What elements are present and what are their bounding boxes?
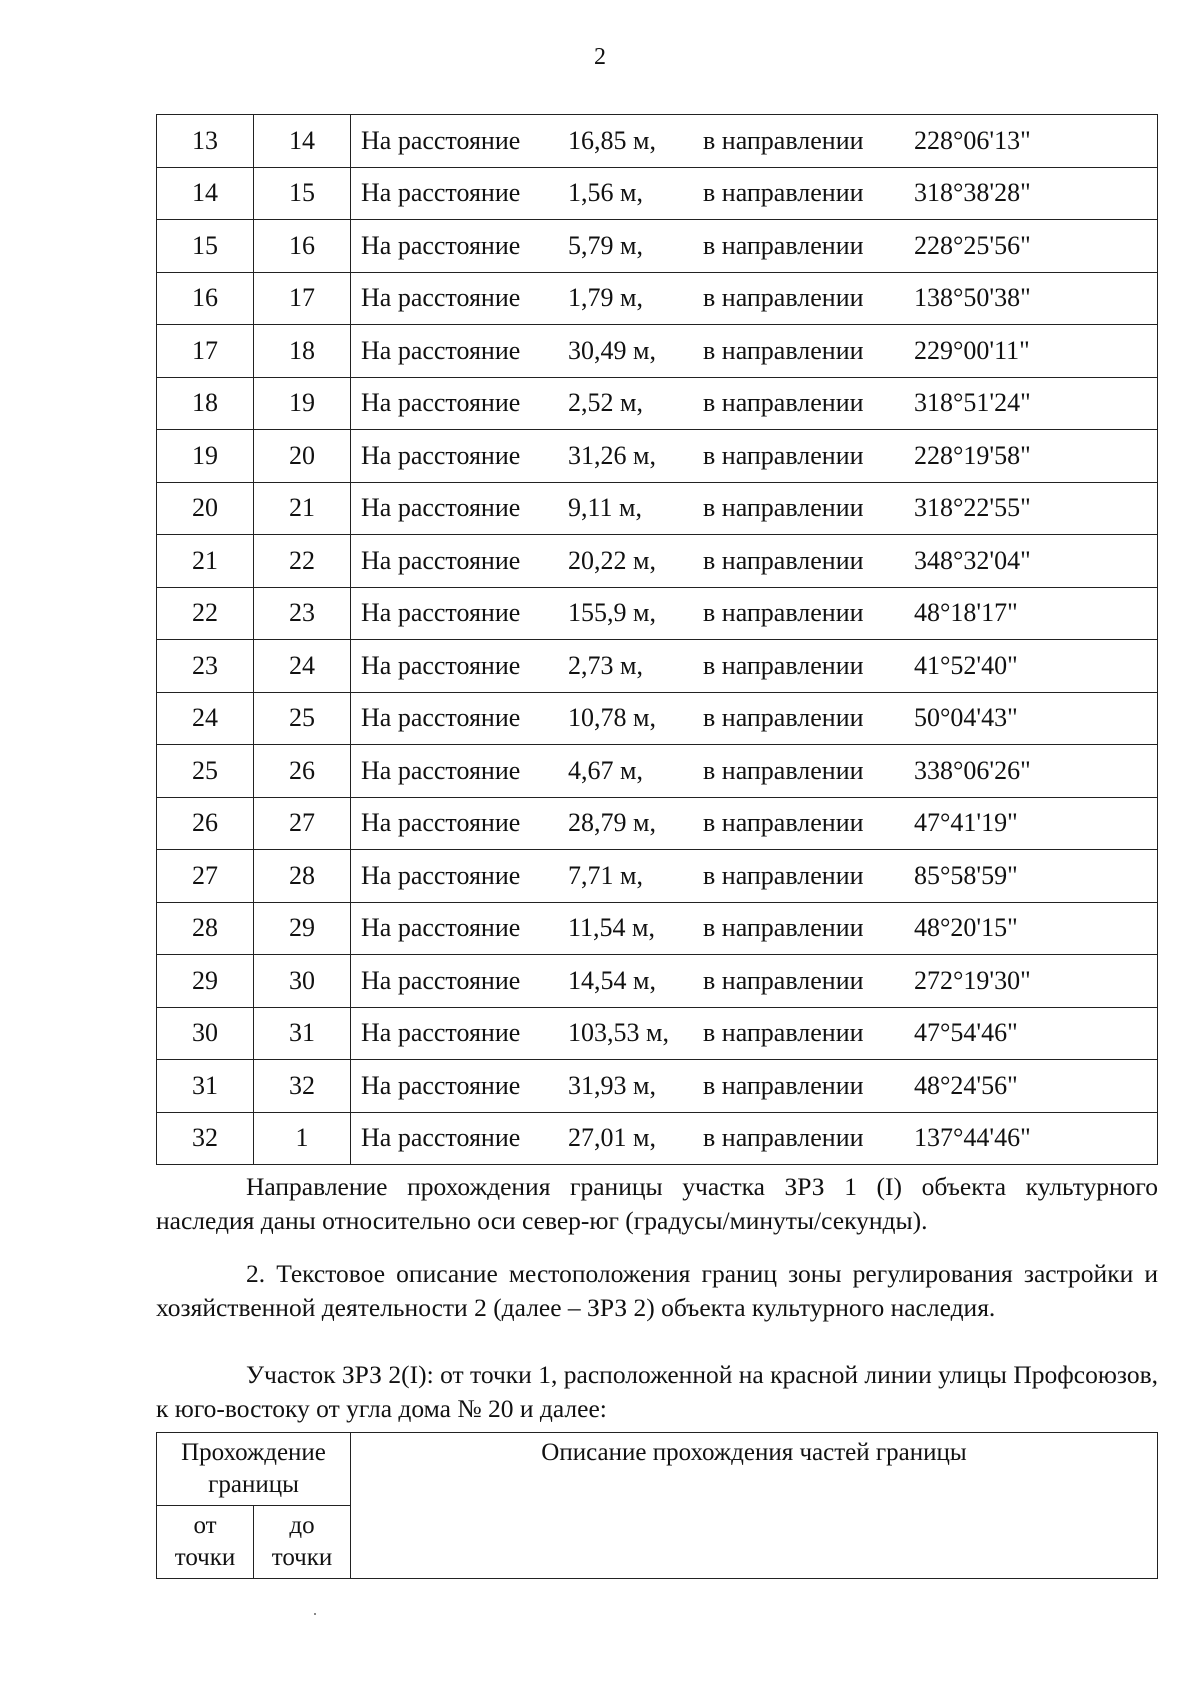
distance-value: 2,52 м, [568,388,643,418]
direction-label: в направлении [703,335,864,365]
segment-description [351,482,1158,535]
to-point-header: до точки [254,1506,351,1579]
segment-description [351,692,1158,745]
from-point: 13 [157,115,254,168]
distance-label: На расстояние [361,860,521,890]
direction-angle: 85°58'59" [914,860,1018,890]
from-point: 19 [157,430,254,483]
to-point: 16 [254,220,351,273]
distance-label: На расстояние [361,440,521,470]
from-point: 21 [157,535,254,588]
boundary-table-body [157,115,1158,1165]
distance-label: На расстояние [361,335,521,365]
distance-label: На расстояние [361,125,521,155]
direction-label: в направлении [703,1123,864,1153]
distance-value: 4,67 м, [568,755,643,785]
to-point: 1 [254,1112,351,1165]
direction-label: в направлении [703,755,864,785]
distance-value: 10,78 м, [568,703,656,733]
direction-label: в направлении [703,230,864,260]
section2-subsection: Участок ЗРЗ 2(I): от точки 1, расположенной на красной линии улицы Профсоюзов, к юго-востоку от угла дома № 20 и далее: [156,1360,1158,1423]
from-point: 30 [157,1007,254,1060]
to-point: 23 [254,587,351,640]
from-point-header: от точки [157,1506,254,1579]
table-row [157,115,1158,168]
table-row [157,1112,1158,1165]
direction-label: в направлении [703,965,864,995]
to-point: 26 [254,745,351,798]
segment-description [351,745,1158,798]
boundary-table-2-header [156,1432,1158,1579]
to-point: 31 [254,1007,351,1060]
from-point: 31 [157,1060,254,1113]
direction-angle: 318°22'55" [914,493,1031,523]
segment-description [351,325,1158,378]
from-point: 23 [157,640,254,693]
passage-header: Прохождение границы [157,1433,351,1506]
distance-label: На расстояние [361,1018,521,1048]
direction-angle: 50°04'43" [914,703,1018,733]
boundary-table [156,114,1158,1165]
direction-label: в направлении [703,598,864,628]
direction-note-line2: наследия даны относительно оси север-юг (градусы/минуты/секунды). [156,1206,928,1235]
direction-label: в направлении [703,1070,864,1100]
from-point: 18 [157,377,254,430]
direction-angle: 47°41'19" [914,808,1018,838]
segment-description [351,797,1158,850]
direction-angle: 338°06'26" [914,755,1031,785]
segment-description [351,430,1158,483]
direction-angle: 318°51'24" [914,388,1031,418]
distance-label: На расстояние [361,1123,521,1153]
from-point: 14 [157,167,254,220]
segment-description [351,115,1158,168]
to-point: 27 [254,797,351,850]
distance-label: На расстояние [361,178,521,208]
direction-label: в направлении [703,440,864,470]
from-point: 17 [157,325,254,378]
table-row [157,272,1158,325]
table-row [157,430,1158,483]
distance-label: На расстояние [361,493,521,523]
direction-angle: 48°18'17" [914,598,1018,628]
distance-label: На расстояние [361,283,521,313]
direction-angle: 41°52'40" [914,650,1018,680]
distance-value: 11,54 м, [568,913,655,943]
table-row [157,1060,1158,1113]
to-point: 25 [254,692,351,745]
distance-value: 5,79 м, [568,230,643,260]
table-row [157,797,1158,850]
direction-angle: 318°38'28" [914,178,1031,208]
direction-angle: 228°06'13" [914,125,1031,155]
table-row [157,1007,1158,1060]
direction-angle: 48°20'15" [914,913,1018,943]
distance-value: 20,22 м, [568,545,656,575]
segment-description [351,1060,1158,1113]
description-header: Описание прохождения частей границы [351,1433,1158,1579]
table-row [157,745,1158,798]
from-point: 16 [157,272,254,325]
distance-label: На расстояние [361,808,521,838]
direction-label: в направлении [703,178,864,208]
to-point: 14 [254,115,351,168]
distance-value: 16,85 м, [568,125,656,155]
table-row [157,167,1158,220]
direction-label: в направлении [703,650,864,680]
distance-value: 103,53 м, [568,1018,669,1048]
segment-description [351,955,1158,1008]
from-point: 28 [157,902,254,955]
segment-description [351,377,1158,430]
distance-value: 27,01 м, [568,1123,656,1153]
segment-description [351,220,1158,273]
distance-value: 31,93 м, [568,1070,656,1100]
from-point: 15 [157,220,254,273]
segment-description [351,902,1158,955]
direction-label: в направлении [703,283,864,313]
direction-angle: 228°25'56" [914,230,1031,260]
direction-label: в направлении [703,703,864,733]
from-point: 29 [157,955,254,1008]
direction-label: в направлении [703,545,864,575]
table-row [157,640,1158,693]
table-row [157,955,1158,1008]
direction-angle: 348°32'04" [914,545,1031,575]
to-point: 20 [254,430,351,483]
scan-speck [314,1613,316,1615]
distance-value: 31,26 м, [568,440,656,470]
distance-value: 28,79 м, [568,808,656,838]
direction-label: в направлении [703,493,864,523]
from-point: 27 [157,850,254,903]
distance-value: 2,73 м, [568,650,643,680]
segment-description [351,272,1158,325]
distance-value: 30,49 м, [568,335,656,365]
segment-description [351,850,1158,903]
to-point: 19 [254,377,351,430]
table-row [157,587,1158,640]
direction-label: в направлении [703,808,864,838]
distance-value: 1,79 м, [568,283,643,313]
segment-description [351,167,1158,220]
table-row [157,482,1158,535]
table-row [157,377,1158,430]
to-point: 29 [254,902,351,955]
section2-paragraph: 2. Текстовое описание местоположения границ зоны регулирования застройки и хозяйственной деятельности 2 (далее – ЗРЗ 2) объекта культурного наследия. [156,1259,1158,1322]
distance-label: На расстояние [361,913,521,943]
direction-label: в направлении [703,913,864,943]
distance-label: На расстояние [361,965,521,995]
table-row [157,850,1158,903]
segment-description [351,1007,1158,1060]
direction-angle: 137°44'46" [914,1123,1031,1153]
distance-value: 9,11 м, [568,493,642,523]
distance-value: 155,9 м, [568,598,656,628]
to-point: 18 [254,325,351,378]
distance-label: На расстояние [361,650,521,680]
distance-label: На расстояние [361,598,521,628]
distance-label: На расстояние [361,703,521,733]
segment-description [351,640,1158,693]
direction-angle: 229°00'11" [914,335,1030,365]
to-point: 21 [254,482,351,535]
to-point: 24 [254,640,351,693]
direction-note [156,1170,1158,1238]
from-point: 20 [157,482,254,535]
distance-value: 14,54 м, [568,965,656,995]
segment-description [351,587,1158,640]
from-point: 32 [157,1112,254,1165]
direction-angle: 47°54'46" [914,1018,1018,1048]
direction-angle: 272°19'30" [914,965,1031,995]
direction-angle: 48°24'56" [914,1070,1018,1100]
from-point: 26 [157,797,254,850]
to-point: 22 [254,535,351,588]
to-point: 17 [254,272,351,325]
table-row [157,220,1158,273]
distance-label: На расстояние [361,755,521,785]
to-point: 32 [254,1060,351,1113]
table-row [157,535,1158,588]
table-row [157,902,1158,955]
direction-label: в направлении [703,1018,864,1048]
page-number: 2 [594,44,606,70]
to-point: 28 [254,850,351,903]
segment-description [351,1112,1158,1165]
distance-label: На расстояние [361,230,521,260]
direction-angle: 228°19'58" [914,440,1031,470]
direction-label: в направлении [703,860,864,890]
segment-description [351,535,1158,588]
distance-value: 7,71 м, [568,860,643,890]
table-row [157,325,1158,378]
direction-note-line1: Направление прохождения границы участка ЗРЗ 1 (I) объекта культурного [246,1172,1158,1201]
distance-label: На расстояние [361,388,521,418]
distance-label: На расстояние [361,545,521,575]
distance-value: 1,56 м, [568,178,643,208]
from-point: 25 [157,745,254,798]
to-point: 30 [254,955,351,1008]
direction-angle: 138°50'38" [914,283,1031,313]
direction-label: в направлении [703,125,864,155]
to-point: 15 [254,167,351,220]
from-point: 24 [157,692,254,745]
table-row [157,692,1158,745]
direction-label: в направлении [703,388,864,418]
distance-label: На расстояние [361,1070,521,1100]
from-point: 22 [157,587,254,640]
